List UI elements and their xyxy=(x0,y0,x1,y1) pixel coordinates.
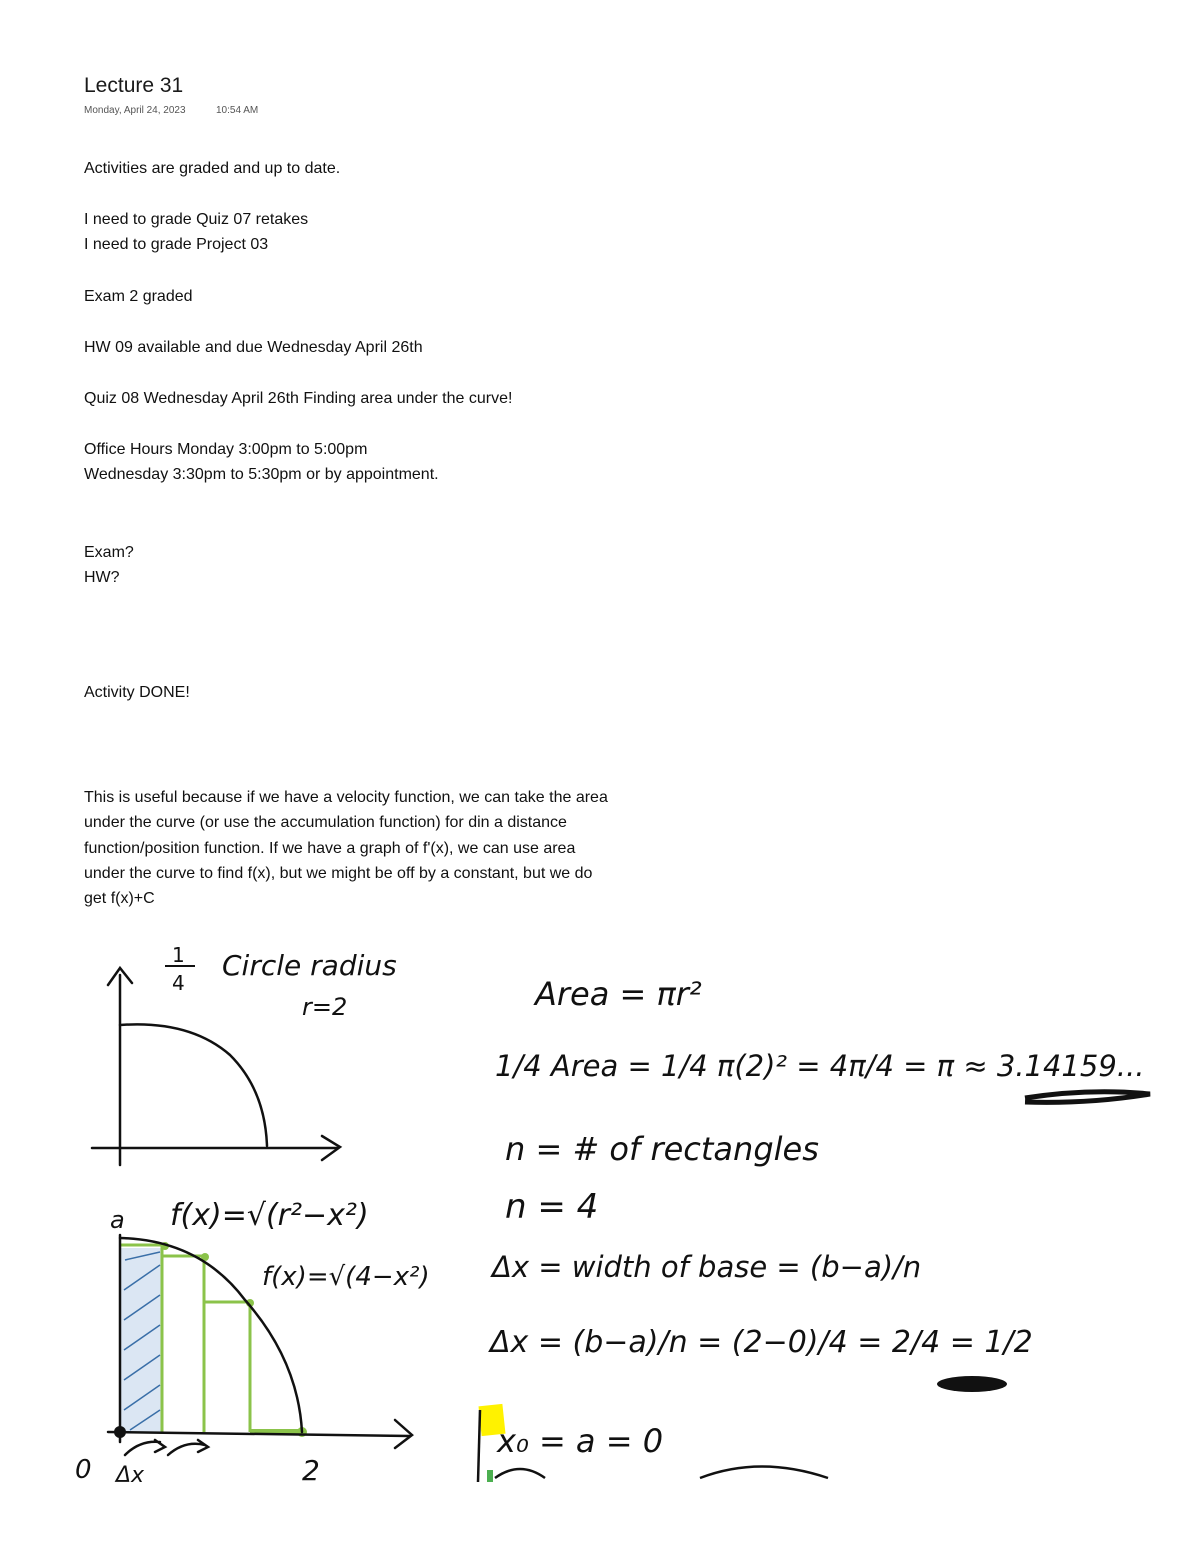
hw-fx-general: f(x)=√(r²−x²) xyxy=(170,1198,369,1233)
hw-x0: x₀ = a = 0 xyxy=(497,1422,664,1460)
note-hw-question: HW? xyxy=(84,569,120,586)
note-project: I need to grade Project 03 xyxy=(84,236,269,253)
note-exam-question: Exam? xyxy=(84,544,134,561)
note-hw: HW 09 available and due Wednesday April 26th xyxy=(84,339,423,356)
hw-dx-calculation: Δx = (b−a)/n = (2−0)/4 = 2/4 = 1/2 xyxy=(490,1325,1033,1360)
note-quiz-retakes: I need to grade Quiz 07 retakes xyxy=(84,211,309,228)
shaded-rect xyxy=(120,1248,162,1432)
note-office-hours-1: Office Hours Monday 3:00pm to 5:00pm xyxy=(84,441,368,458)
hw-axis-a: a xyxy=(110,1206,125,1234)
hw-n-value: n = 4 xyxy=(505,1187,599,1227)
note-exam: Exam 2 graded xyxy=(84,288,193,305)
hw-quarter-circle-label: Circle radius xyxy=(222,949,397,982)
hw-label-0: 0 xyxy=(75,1455,92,1485)
note-activity-done: Activity DONE! xyxy=(84,684,190,701)
page-date: Monday, April 24, 2023 xyxy=(84,105,186,116)
handwritten-ink xyxy=(0,920,1200,1500)
page-title: Lecture 31 xyxy=(84,74,184,97)
page-time: 10:54 AM xyxy=(216,105,259,116)
hw-fx-specific: f(x)=√(4−x²) xyxy=(262,1262,430,1292)
hw-underline-half xyxy=(937,1376,1007,1392)
hw-dx-definition: Δx = width of base = (b−a)/n xyxy=(492,1250,922,1284)
hw-label-dx: Δx xyxy=(116,1463,145,1488)
note-activities: Activities are graded and up to date. xyxy=(84,160,341,177)
hw-underline-pi xyxy=(1025,1092,1150,1103)
note-office-hours-2: Wednesday 3:30pm to 5:30pm or by appointment. xyxy=(84,466,439,483)
hw-radius: r=2 xyxy=(302,993,348,1021)
hw-n-definition: n = # of rectangles xyxy=(505,1130,819,1168)
note-paragraph: This is useful because if we have a velocity function, we can take the area under the curve (or use the accumulation function) for din a distance function/position function. If we have a graph of f'(x), we can use area under the curve to find f(x), but we might be off by a constant, but we do get f(x)+C xyxy=(84,789,608,908)
note-quiz: Quiz 08 Wednesday April 26th Finding area under the curve! xyxy=(84,390,513,407)
hw-quarter-area: 1/4 Area = 1/4 π(2)² = 4π/4 = π ≈ 3.14159... xyxy=(495,1049,1145,1083)
hw-cut-off-row xyxy=(490,1467,828,1483)
hw-quarter-numerator: 1 xyxy=(172,943,185,967)
hw-label-2: 2 xyxy=(302,1454,320,1487)
hw-area-formula: Area = πr² xyxy=(535,975,702,1013)
hw-quarter-denominator: 4 xyxy=(172,971,185,995)
